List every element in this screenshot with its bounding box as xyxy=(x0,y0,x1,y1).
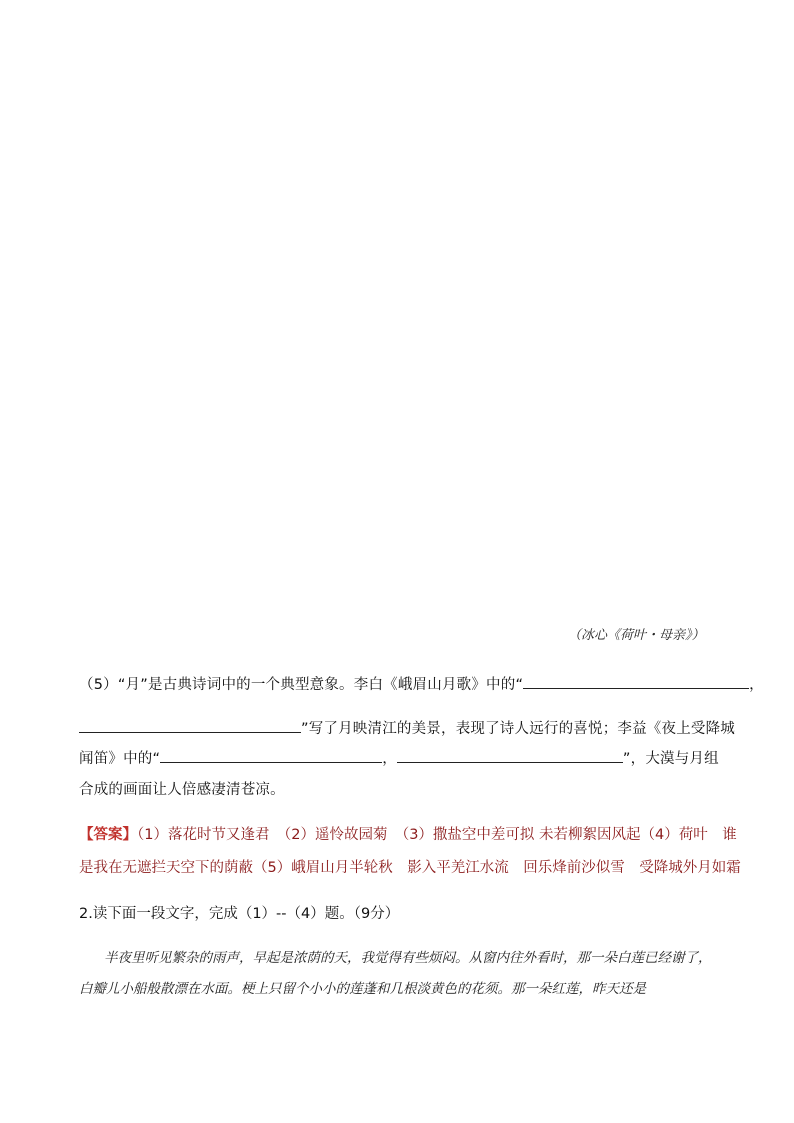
answer-blank xyxy=(79,716,301,733)
answer-tag: 【答案】 xyxy=(79,827,137,843)
answer-text: （1）落花时节又逢君 （2）遥怜故园菊 （3）撒盐空中差可拟 未若柳絮因风起（4）荷叶 谁 xyxy=(137,827,737,843)
q5-text: ”，大漠与月组 xyxy=(622,751,719,767)
question-2-prompt: 2.读下面一段文字，完成（1）--（4）题。（9分） xyxy=(79,906,400,922)
passage-line-2: 白瓣儿小船般散漂在水面。梗上只留个小小的莲蓬和几根淡黄色的花须。那一朵红莲，昨天还是 xyxy=(79,981,646,997)
answer-line-2: 是我在无遮拦天空下的荫蔽（5）峨眉山月半轮秋 影入平羌江水流 回乐烽前沙似雪 受降城外月如霜 xyxy=(79,860,741,876)
q5-text: ”写了月映清江的美景，表现了诗人远行的喜悦；李益《夜上受降城 xyxy=(301,721,736,737)
q5-text: 闻笛》中的“ xyxy=(79,751,161,767)
q5-line-2 xyxy=(79,716,735,738)
q5-text: ， xyxy=(749,677,764,693)
passage-line-1: 半夜里听见繁杂的雨声，早起是浓荫的天，我觉得有些烦闷。从窗内往外看时，那一朵白莲已经谢了， xyxy=(104,950,712,966)
answer-blank xyxy=(397,746,623,763)
answer-line-1 xyxy=(79,823,737,844)
source-citation: （冰心《荷叶・母亲》） xyxy=(568,628,705,643)
answer-blank xyxy=(523,672,749,689)
answer-blank xyxy=(160,746,382,763)
q5-line-1 xyxy=(79,672,764,694)
q5-line-4: 合成的画面让人倍感凄清苍凉。 xyxy=(79,782,285,798)
q5-text: ， xyxy=(382,751,397,767)
q5-line-3 xyxy=(79,746,719,768)
q5-text: （5）“月”是古典诗词中的一个典型意象。李白《峨眉山月歌》中的“ xyxy=(79,677,524,693)
